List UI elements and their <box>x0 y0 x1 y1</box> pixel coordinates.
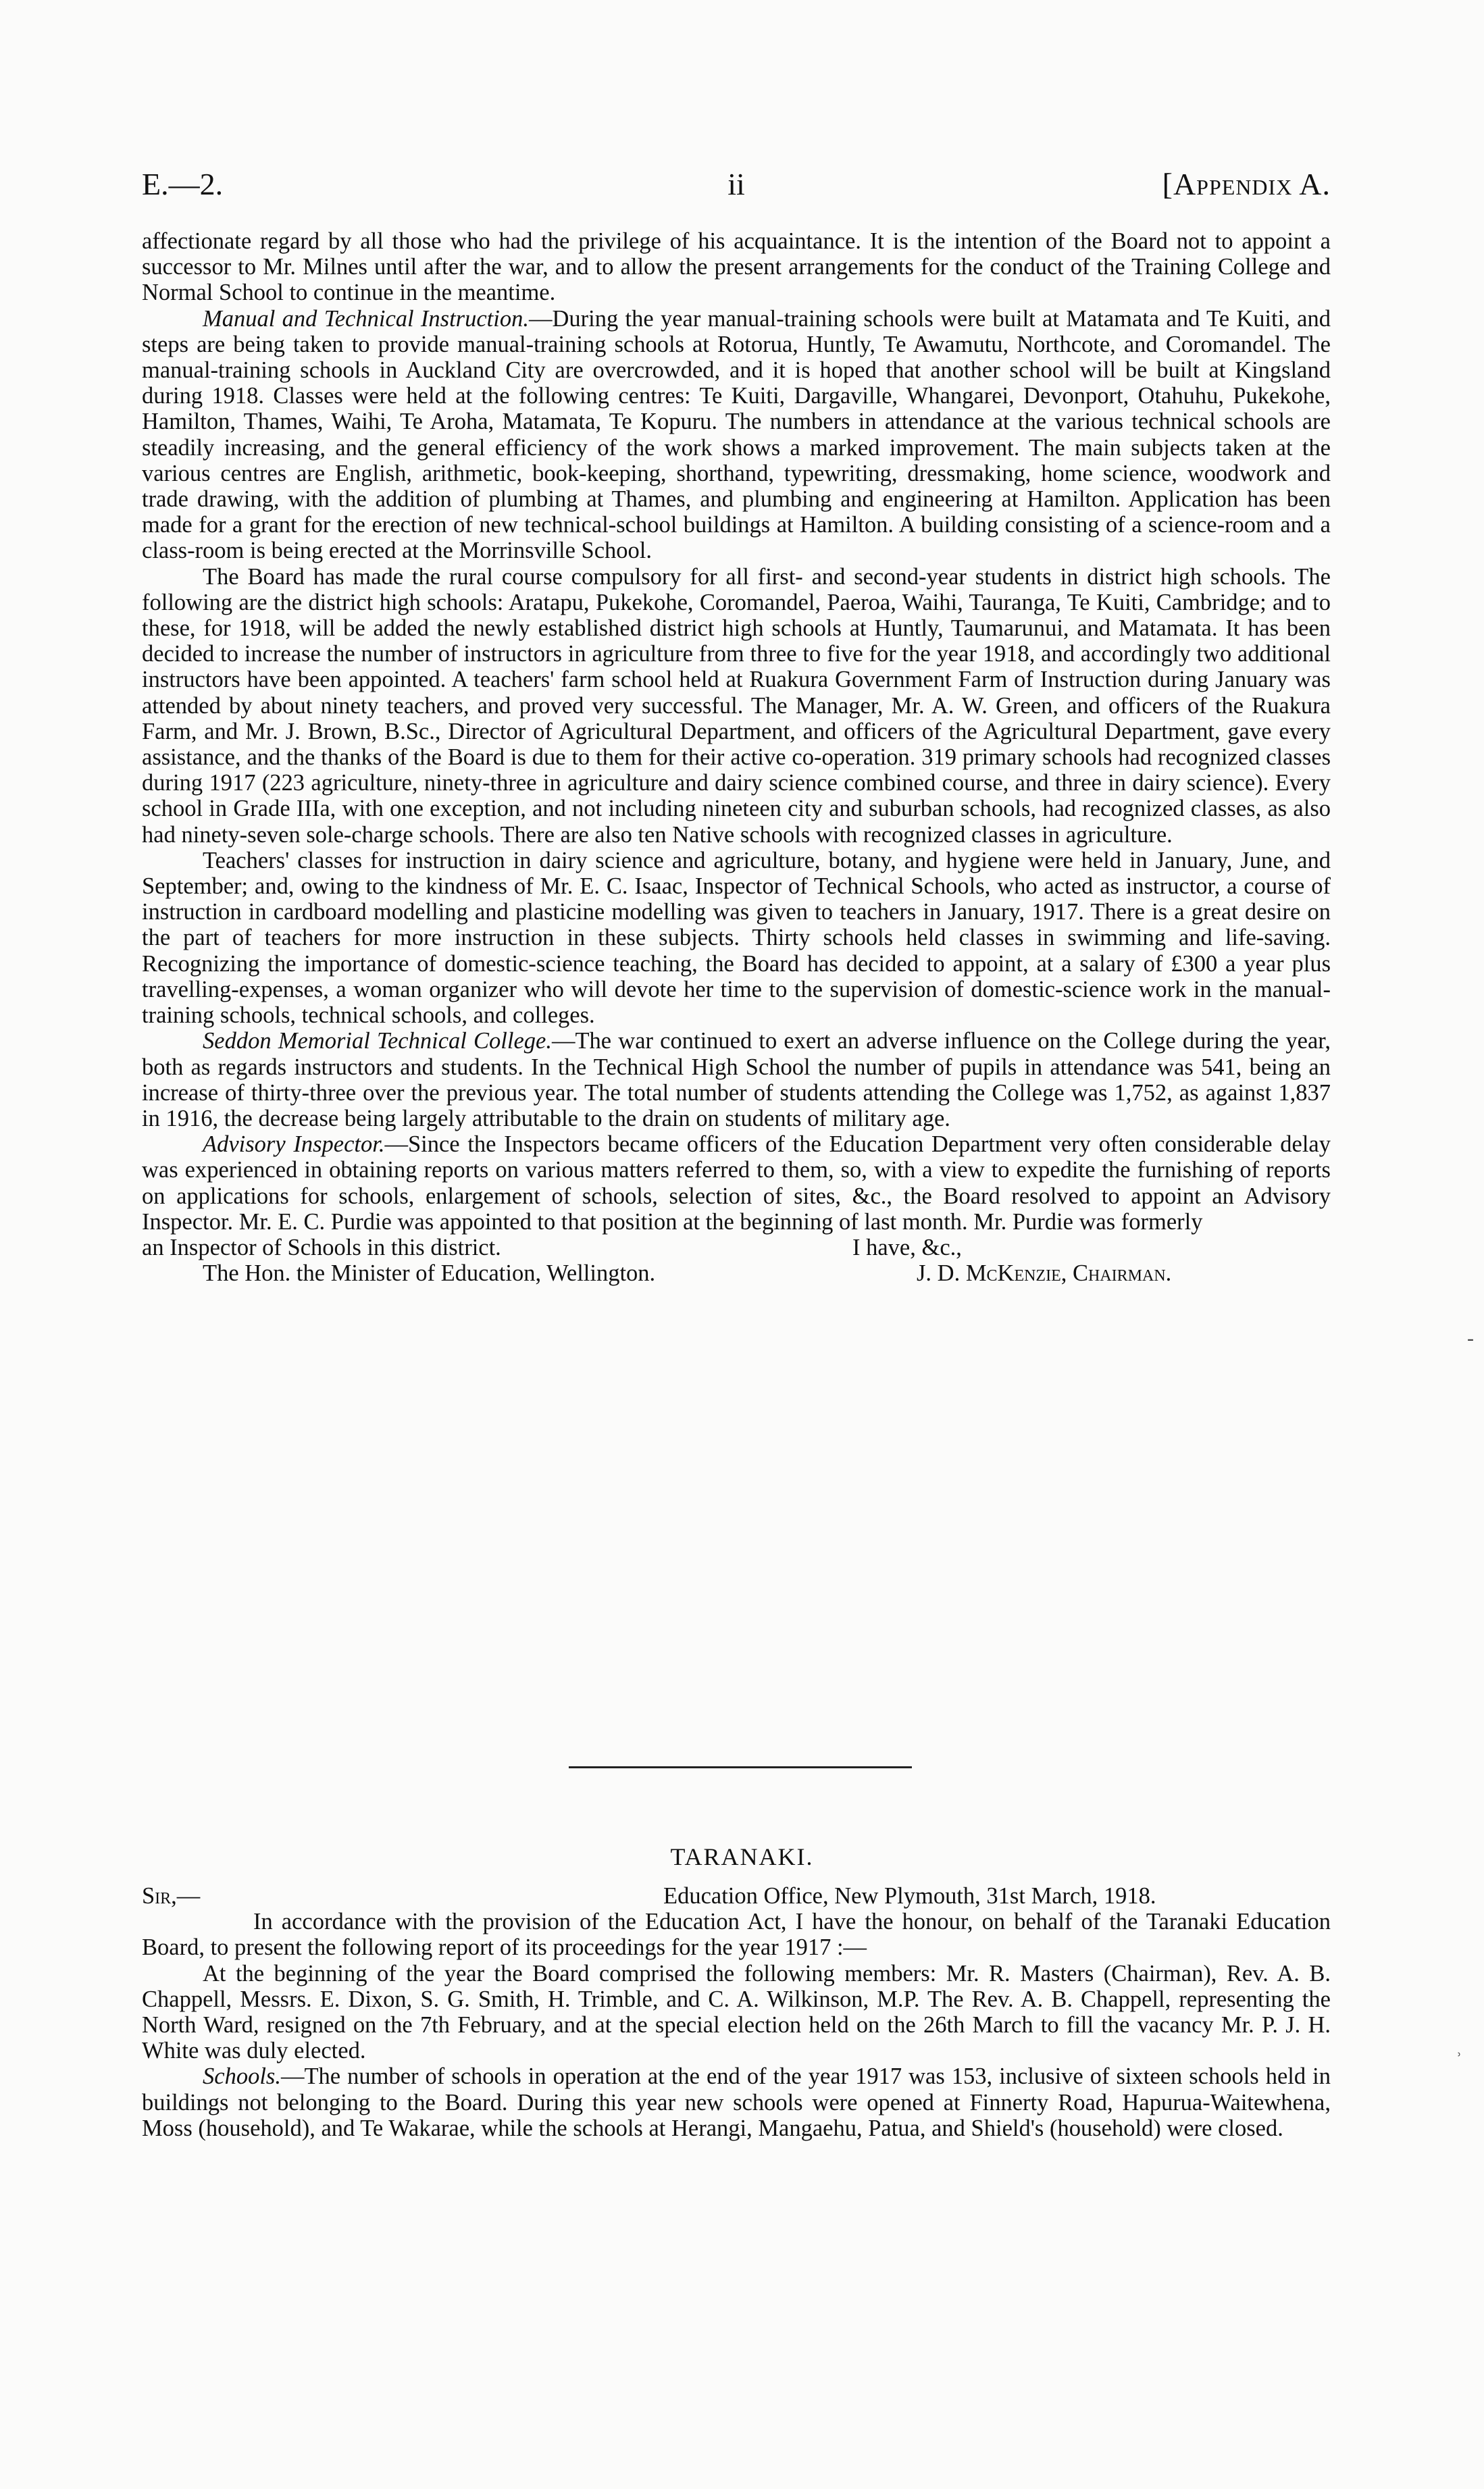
paragraph-schools <box>142 2063 1331 2141</box>
appendix-label: [Appendix A. <box>1162 167 1331 201</box>
section-heading-advisory: Advisory Inspector. <box>203 1131 385 1158</box>
section-heading-manual: Manual and Technical Instruction. <box>203 305 529 332</box>
auckland-report-continued <box>142 228 1331 1286</box>
sign-off: I have, &c., <box>852 1234 962 1260</box>
paragraph-text: —The war continued to exert an adverse influence on the College during the year, both as regards instructors and students. In the Technical High School the number of pupils in attendance was 541, being an increase of thirty-three over the previous year. The total number of students attending the College was 1,752, as against 1,837 in 1916, the decrease being largely attributable to the drain on students of military age. <box>142 1028 1331 1131</box>
page-number: ii <box>727 167 745 201</box>
paragraph-accordance: In accordance with the provision of the Education Act, I have the honour, on behalf of the Taranaki Education Board, to present the following report of its proceedings for the year 1917 :— <box>142 1909 1331 1961</box>
paragraph-teachers-classes: Teachers' classes for instruction in dairy science and agriculture, botany, and hygiene were held in January, June, and September; and, owing to the kindness of Mr. E. C. Isaac, Inspector of Technical Schools, who acted as instructor, a course of instruction in cardboard modelling and plasticine modelling was given to teachers in January, 1917. There is a great desire on the part of teachers for more instruction in these subjects. Thirty schools held classes in swimming and life-saving. Recognizing the importance of domestic-science teaching, the Board has decided to appoint, at a salary of £300 a year plus travelling-expenses, a woman organizer who will devote her time to the supervision of domestic-science work in the manual-training schools, technical schools, and colleges. <box>142 847 1331 1029</box>
paragraph-manual-technical <box>142 306 1331 564</box>
paragraph-text: —The number of schools in operation at the end of the year 1917 was 153, inclusive of sixteen schools held in buildings not belonging to the Board. During this year new schools were opened at Finnerty Road, Hapurua-Waitewhena, Moss (household), and Te Wakarae, while the schools at Herangi, Mangaehu, Patua, and Shield's (household) were closed. <box>142 2063 1331 2141</box>
paragraph-seddon-college <box>142 1028 1331 1131</box>
addressee: The Hon. the Minister of Education, Wellington. <box>203 1260 656 1287</box>
signature-line <box>142 1260 1331 1286</box>
dateline: Education Office, New Plymouth, 31st March, 1918. <box>663 1883 1156 1909</box>
margin-mark: ‐ <box>1467 1327 1474 1350</box>
section-title-taranaki: TARANAKI. <box>670 1843 814 1870</box>
paragraph-text: —During the year manual-training schools were built at Matamata and Te Kuiti, and steps are being taken to provide manual-training schools at Rotorua, Huntly, Te Awamutu, Northcote, and Coromandel. The manual-training schools in Auckland City are overcrowded, and it is hoped that another school will be built at Kingsland during 1918. Classes were held at the following centres: Te Kuiti, Dargaville, Whangarei, Devonport, Otahuhu, Pukekohe, Hamilton, Thames, Waihi, Te Aroha, Matamata, Te Kopuru. The numbers in attendance at the various technical schools are steadily increasing, and the general efficiency of the work shows a marked improvement. The main subjects taken at the various centres are English, arithmetic, book-keeping, shorthand, typewriting, dressmaking, home science, woodwork and trade drawing, with the addition of plumbing at Thames, and plumbing and engineering at Hamilton. Application has been made for a grant for the erection of new technical-school buildings at Hamilton. A building consisting of a science-room and a class-room is being erected at the Morrinsville School. <box>142 305 1331 564</box>
salutation: Sir,— <box>142 1883 201 1909</box>
margin-mark: ˒ <box>1456 2040 1462 2062</box>
taranaki-report <box>142 1883 1331 2141</box>
salutation-line <box>142 1883 1331 1909</box>
paragraph-board-members: At the beginning of the year the Board comprised the following members: Mr. R. Masters (Chairman), Rev. A. B. Chappell, Messrs. E. Dixon, S. G. Smith, H. Trimble, and C. A. Wilkinson, M.P. The Rev. A. B. Chappell, representing the North Ward, resigned on the 7th February, and at the special election held on the 26th March to fill the vacancy Mr. P. J. H. White was duly elected. <box>142 1960 1331 2064</box>
paragraph-text: —Since the Inspectors became officers of the Education Department very often considerable delay was experienced in obtaining reports on various matters referred to them, so, with a view to expedite the furnishing of reports on applications for schools, enlargement of schools, selection of sites, &c., the Board resolved to appoint an Advisory Inspector. Mr. E. C. Purdie was appointed to that position at the beginning of last month. Mr. Purdie was formerly <box>142 1131 1331 1235</box>
page-header <box>142 166 1331 207</box>
paragraph-advisory-inspector <box>142 1131 1331 1235</box>
chairman-signature: J. D. McKenzie, Chairman. <box>917 1260 1172 1287</box>
advisory-last-line: an Inspector of Schools in this district. <box>142 1234 501 1260</box>
section-heading-schools: Schools. <box>203 2063 281 2090</box>
paragraph-intro: affectionate regard by all those who had the privilege of his acquaintance. It is the intention of the Board not to appoint a successor to Mr. Milnes until after the war, and to allow the present arrangements for the conduct of the Training College and Normal School to continue in the meantime. <box>142 228 1331 306</box>
section-heading-seddon: Seddon Memorial Technical College. <box>203 1028 552 1054</box>
closing-line <box>142 1235 1331 1260</box>
section-divider <box>569 1766 912 1768</box>
paragraph-rural-course: The Board has made the rural course compulsory for all first- and second-year students in district high schools. The following are the district high schools: Aratapu, Pukekohe, Coromandel, Paeroa, Waihi, Tauranga, Te Kuiti, Cambridge; and to these, for 1918, will be added the newly established district high schools at Huntly, Taumarunui, and Matamata. It has been decided to increase the number of instructors in agriculture from three to five for the year 1918, and accordingly two additional instructors have been appointed. A teachers' farm school held at Ruakura Government Farm of Instruction during January was attended by about ninety teachers, and proved very successful. The Manager, Mr. A. W. Green, and officers of the Ruakura Farm, and Mr. J. Brown, B.Sc., Director of Agricultural Department, and officers of the Agricultural Department, gave every assistance, and the thanks of the Board is due to them for their active co-operation. 319 primary schools had recognized classes during 1917 (223 agriculture, ninety-three in agriculture and dairy science combined course, and three in dairy science). Every school in Grade IIIa, with one exception, and not including nineteen city and suburban schools, had recognized classes, as also had ninety-seven sole-charge schools. There are also ten Native schools with recognized classes in agriculture. <box>142 563 1331 848</box>
document-reference: E.—2. <box>142 167 224 201</box>
